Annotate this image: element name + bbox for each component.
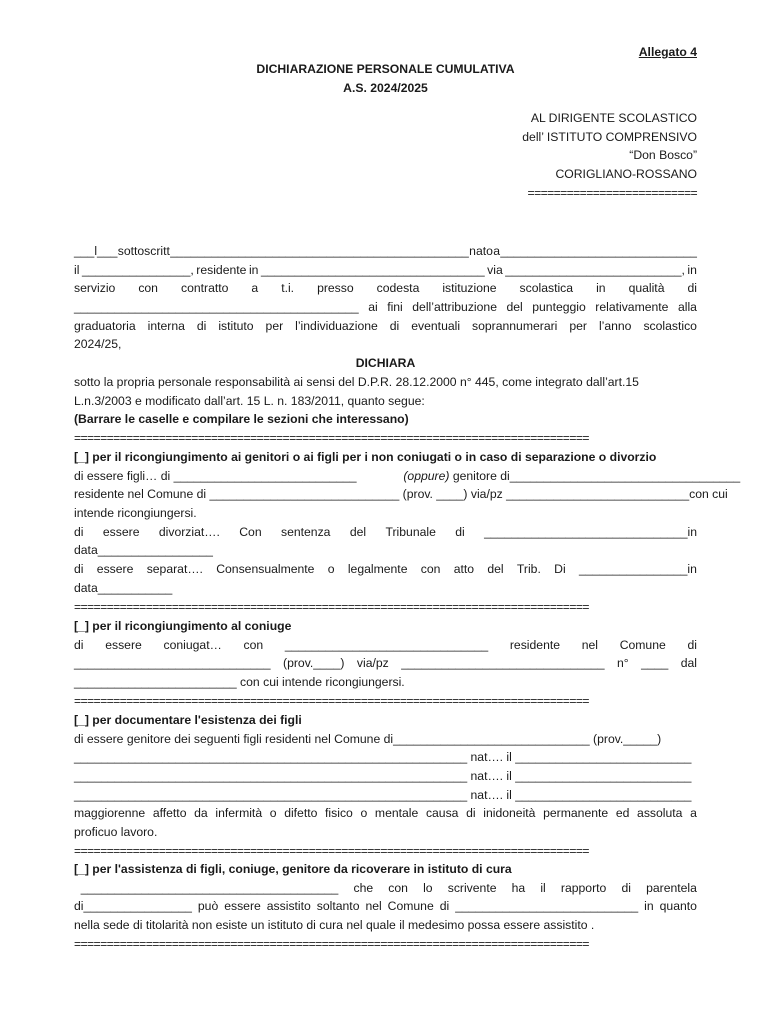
justified-word: l’individuazione (295, 318, 378, 333)
justified-word: _____________________________ (500, 244, 697, 258)
justified-word: ed (615, 806, 630, 821)
section-line (74, 897, 697, 916)
section-line: intende ricongiungersi. (74, 506, 197, 521)
justified-word: di (389, 318, 400, 333)
section-line: di essere genitore dei seguenti figli residenti nel Comune di_____________________________ (prov._____) (74, 731, 662, 746)
justified-word: eventuali (411, 318, 461, 333)
intro-line (74, 261, 697, 280)
justified-word: scolastica (519, 281, 574, 296)
dichiara-heading: DICHIARA (355, 356, 416, 371)
section-line (74, 467, 741, 486)
justified-word: __________________________, (505, 262, 685, 277)
intro-block (74, 242, 697, 448)
oppure-label: (oppure) (403, 468, 450, 483)
justified-word: il (74, 262, 80, 277)
separator: =============================================================================== (74, 843, 589, 858)
justified-word: di (621, 880, 631, 895)
section-line (74, 654, 697, 673)
justified-word: di (466, 806, 476, 821)
justified-word: ________________, (81, 262, 194, 277)
justified-word: mentale (374, 806, 419, 821)
justified-word: _____________________________ (74, 656, 271, 671)
section-line: ________________________ con cui intende ricongiungersi. (74, 675, 405, 690)
justified-word: di (687, 281, 697, 296)
justified-word: __________________________________________ (74, 300, 359, 315)
justified-word: del (349, 524, 367, 539)
child-row: __________________________________________________________ nat…. il __________________________ (74, 750, 692, 765)
justified-word: (prov.____) (283, 656, 345, 671)
justified-word: ___________________________ (455, 899, 639, 914)
section-title: [_] per il ricongiungimento ai genitori o ai figli per i non coniugati o in caso di separazione o divorzio (74, 450, 657, 464)
justified-word: relativamente (595, 300, 669, 315)
justified-word: ha (511, 880, 526, 895)
justified-word: residente nel Comune di ____________________________ (prov. ____) via/pz ___________________________ (74, 487, 690, 502)
justified-word: __________________________________________ (184, 244, 469, 258)
justified-word: di________________ (74, 899, 192, 914)
justified-word: di (455, 524, 465, 539)
section-ricongiungimento-genitori (74, 448, 741, 616)
justified-word: sentenza (280, 524, 331, 539)
justified-word: qualità (628, 281, 665, 296)
separator: =============================================================================== (74, 936, 589, 951)
intro-line (74, 298, 697, 317)
justified-word: ______________________________in (484, 524, 697, 539)
justified-word: punteggio (532, 300, 586, 315)
justified-word: presso (317, 281, 354, 296)
section-assistenza-cura (74, 860, 697, 953)
section-esistenza-figli (74, 711, 697, 861)
justified-word: scolastico (643, 318, 697, 333)
justified-word: t.i. (281, 281, 295, 296)
dichiara-line: L.n.3/2003 e modificato dall’art. 15 L. n. 183/2011, quanto segue: (74, 393, 425, 408)
justified-word: per (569, 318, 587, 333)
section-line (74, 485, 728, 504)
justified-word: da (194, 806, 208, 821)
justified-word: n° (617, 656, 629, 671)
justified-word: infermità (215, 806, 263, 821)
justified-word: servizio (74, 281, 116, 296)
justified-word: a (251, 281, 259, 296)
justified-word: essere (105, 637, 142, 652)
justified-word: contratto (180, 281, 229, 296)
justified-word: fisico (325, 806, 353, 821)
justified-word: parentela (646, 880, 697, 895)
justified-word: l’anno (598, 318, 632, 333)
justified-word: inidoneità (483, 806, 536, 821)
justified-word: fini (387, 300, 403, 315)
justified-word: che (353, 880, 374, 895)
justified-word: via/pz (356, 656, 389, 671)
field-figli: di essere figli… di ___________________________ (74, 468, 357, 483)
justified-word: ___l___ (74, 244, 118, 258)
justified-word: Comune (387, 899, 434, 914)
justified-word: con cui (689, 487, 728, 502)
justified-word: il (540, 880, 546, 895)
justified-word: a (690, 806, 697, 821)
justified-word: nel (581, 637, 598, 652)
separator: =============================================================================== (74, 430, 589, 445)
justified-word: legalmente (347, 562, 408, 577)
justified-word: assistito (266, 899, 311, 914)
justified-word: ______________________________ (401, 656, 605, 671)
justified-word: Consensualmente (216, 562, 315, 577)
justified-word: ________________in (578, 562, 697, 577)
section-line: data___________ (74, 580, 173, 595)
child-row: __________________________________________________________ nat…. il __________________________ (74, 769, 692, 784)
justified-word: con (243, 637, 264, 652)
justified-word: in (687, 262, 697, 277)
justified-word: atto (453, 562, 475, 577)
dichiara-line: sotto la propria personale responsabilità ai sensi del D.P.R. 28.12.2000 n° 445, come integrato dall’art.15 (74, 374, 639, 389)
justified-word: codesta (376, 281, 420, 296)
justified-word: di (687, 637, 697, 652)
section-line: data_________________ (74, 543, 213, 558)
justified-word: lo (423, 880, 433, 895)
justified-word: di (196, 318, 207, 333)
justified-word: coniugat… (163, 637, 222, 652)
justified-word: Tribunale (385, 524, 436, 539)
recipient-separator: ========================== (527, 185, 697, 200)
justified-word: a (493, 244, 501, 258)
justified-word: può (197, 899, 219, 914)
justified-word: ______________________________________ (74, 880, 339, 895)
intro-line (74, 279, 697, 298)
section-line (74, 804, 697, 823)
justified-word: di (439, 899, 450, 914)
justified-word: rapporto (560, 880, 607, 895)
justified-word: o (360, 806, 368, 821)
justified-word: sottoscritt (117, 244, 170, 258)
document-title: DICHIARAZIONE PERSONALE CUMULATIVA (256, 62, 515, 76)
justified-word: Di (554, 562, 566, 577)
justified-word: quanto (659, 899, 697, 914)
section-title: [_] per il ricongiungimento al coniuge (74, 619, 292, 633)
justified-word: ____ (641, 656, 669, 671)
justified-word: di (74, 562, 84, 577)
section-line (74, 636, 697, 655)
section-line: proficuo lavoro. (74, 825, 158, 840)
justified-word: Con (239, 524, 262, 539)
justified-word: affetto (152, 806, 187, 821)
justified-word: __ (170, 244, 184, 258)
justified-word: via (487, 262, 503, 277)
intro-line (74, 317, 697, 336)
justified-word: maggiorenne (74, 806, 146, 821)
section-line (74, 523, 697, 542)
justified-word: per (265, 318, 284, 333)
justified-word: ______________________________ (284, 637, 489, 652)
recipient-line: CORIGLIANO-ROSSANO (555, 167, 697, 182)
justified-word: alla (677, 300, 697, 315)
allegato-label: Allegato 4 (638, 45, 697, 59)
section-title: [_] per documentare l'esistenza dei figli (74, 713, 302, 727)
justified-word: con (138, 281, 158, 296)
child-row: __________________________________________________________ nat…. il __________________________ (74, 787, 692, 802)
justified-word: o (327, 562, 335, 577)
section-ricongiungimento-coniuge (74, 617, 697, 710)
justified-word: scrivente (447, 880, 497, 895)
justified-word: istituto (218, 318, 254, 333)
justified-word: o (269, 806, 277, 821)
justified-word: con (420, 562, 441, 577)
section-line (74, 879, 697, 898)
field-genitore: genitore di__________________________________ (452, 468, 741, 483)
justified-word: dell’attribuzione (412, 300, 497, 315)
justified-word: Comune (619, 637, 666, 652)
section-title: [_] per l'assistenza di figli, coniuge, genitore da ricoverare in istituto di cura (74, 862, 512, 876)
justified-word: con (388, 880, 408, 895)
justified-word: del (506, 300, 523, 315)
justified-word: interna (147, 318, 185, 333)
justified-word: _________________________________ (260, 262, 485, 277)
justified-word: in (644, 899, 654, 914)
section-line: nella sede di titolarità non esiste un istituto di cura nel quale il medesimo possa essere assistito . (74, 918, 595, 933)
recipient-line: AL DIRIGENTE SCOLASTICO (530, 111, 697, 125)
separator: =============================================================================== (74, 599, 589, 614)
separator: =============================================================================== (74, 693, 589, 708)
justified-word: di (74, 637, 84, 652)
recipient-line: “Don Bosco” (629, 148, 697, 163)
recipient-block (74, 109, 697, 202)
recipient-line: dell’ ISTITUTO COMPRENSIVO (522, 129, 697, 144)
justified-word: soltanto (316, 899, 360, 914)
justified-word: istituzione (442, 281, 497, 296)
justified-word: divorziat…. (158, 524, 220, 539)
justified-word: essere (96, 562, 134, 577)
justified-word: residente (196, 262, 247, 277)
justified-word: soprannumerari (472, 318, 558, 333)
justified-word: nel (365, 899, 382, 914)
justified-word: ai (368, 300, 378, 315)
justified-word: del (487, 562, 504, 577)
intro-line: 2024/25, (74, 337, 122, 352)
justified-word: separat…. (146, 562, 203, 577)
justified-word: permanente (543, 806, 609, 821)
justified-word: difetto (284, 806, 318, 821)
justified-word: residente (509, 637, 561, 652)
school-year: A.S. 2024/2025 (343, 80, 428, 95)
justified-word: causa (425, 806, 459, 821)
justified-word: di (74, 524, 84, 539)
justified-word: dal (680, 656, 697, 671)
dichiara-instruction: (Barrare le caselle e compilare le sezioni che interessano) (74, 412, 409, 427)
intro-line (74, 242, 697, 261)
justified-word: Trib. (516, 562, 541, 577)
justified-word: in (248, 262, 259, 277)
justified-word: assoluta (637, 806, 683, 821)
section-line (74, 560, 697, 579)
justified-word: essere (102, 524, 140, 539)
justified-word: nato (469, 244, 493, 258)
justified-word: in (596, 281, 606, 296)
justified-word: essere (224, 899, 261, 914)
justified-word: graduatoria (74, 318, 136, 333)
